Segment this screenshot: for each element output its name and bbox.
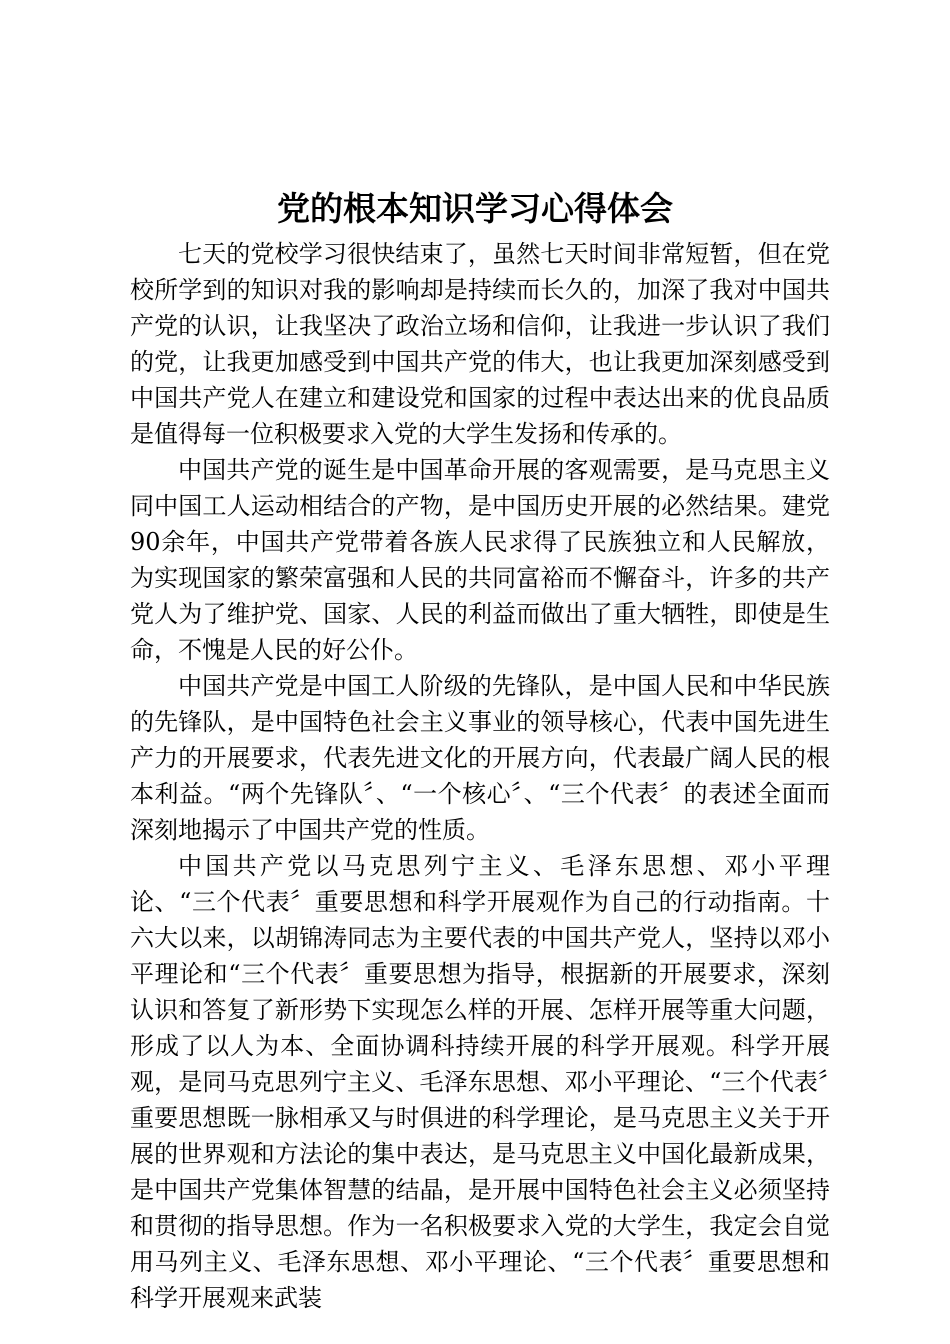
paragraph-2: 中国共产党的诞生是中国革命开展的客观需要，是马克思主义同中国工人运动相结合的产物，是中国历史开展的必然结果。建党90余年，中国共产党带着各族人民求得了民族独立和人民解放，为实现国家的繁荣富强和人民的共同富裕而不懈奋斗，许多的共产党人为了维护党、国家、人民的利益而做出了重大牺牲，即使是生命，不愧是人民的好公仆。 — [130, 456, 830, 664]
paragraph-3: 中国共产党是中国工人阶级的先锋队，是中国人民和中华民族的先锋队，是中国特色社会主义事业的领导核心，代表中国先进生产力的开展要求，代表先进文化的开展方向，代表最广阔人民的根本利益。“两个先锋队〞、“一个核心〞、“三个代表〞的表述全面而深刻地揭示了中国共产党的性质。 — [130, 672, 830, 844]
paragraph-4: 中国共产党以马克思列宁主义、毛泽东思想、邓小平理论、“三个代表〞重要思想和科学开展观作为自己的行动指南。十六大以来，以胡锦涛同志为主要代表的中国共产党人，坚持以邓小平理论和“三个代表〞重要思想为指导，根据新的开展要求，深刻认识和答复了新形势下实现怎么样的开展、怎样开展等重大问题，形成了以人为本、全面协调科持续开展的科学开展观。科学开展观，是同马克思列宁主义、毛泽东思想、邓小平理论、“三个代表〞重要思想既一脉相承又与时俱进的科学理论，是马克思主义关于开展的世界观和方法论的集中表达，是马克思主义中国化最新成果，是中国共产党集体智慧的结晶，是开展中国特色社会主义必须坚持和贯彻的指导思想。作为一名积极要求入党的大学生，我定会自觉用马列主义、毛泽东思想、邓小平理论、“三个代表〞重要思想和科学开展观来武装 — [130, 852, 830, 1312]
document-body — [130, 236, 830, 1316]
document-title: 党的根本知识学习心得体会 — [277, 189, 673, 228]
paragraph-1: 七天的党校学习很快结束了，虽然七天时间非常短暂，但在党校所学到的知识对我的影响却是持续而长久的，加深了我对中国共产党的认识，让我坚决了政治立场和信仰，让我进一步认识了我们的党，让我更加感受到中国共产党的伟大，也让我更加深刻感受到中国共产党人在建立和建设党和国家的过程中表达出来的优良品质是值得每一位积极要求入党的大学生发扬和传承的。 — [130, 240, 830, 448]
